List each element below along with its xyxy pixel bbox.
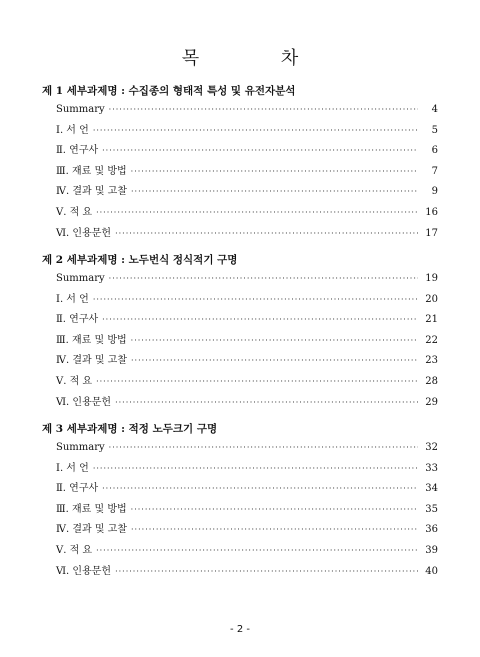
toc-title: 목 차 (181, 48, 337, 69)
dot-leader (93, 121, 418, 142)
entry-list (42, 438, 438, 582)
toc-entry-label: Ⅳ. 결과 및 고찰 (56, 355, 128, 367)
toc-entry-page-number: 20 (425, 293, 438, 305)
dot-leader (109, 438, 418, 459)
toc-entry[interactable] (42, 203, 438, 224)
toc-entry-label: Ⅲ. 재료 및 방법 (56, 503, 127, 515)
dot-leader (102, 479, 418, 500)
toc-entry-page-number: 32 (425, 442, 438, 453)
toc-entry-label: Ⅲ. 재료 및 방법 (56, 334, 127, 346)
dot-leader (115, 562, 418, 583)
toc-section-1 (42, 82, 438, 244)
dot-leader (131, 331, 418, 352)
toc-entry[interactable] (42, 541, 438, 562)
dot-leader (115, 393, 418, 414)
toc-entry[interactable] (42, 331, 438, 352)
toc-entry[interactable] (42, 351, 438, 372)
toc-entry[interactable] (42, 100, 438, 121)
toc-entry-label: Ⅰ. 서 언 (56, 462, 89, 474)
dot-leader (96, 541, 418, 562)
toc-entry-page-number: 36 (425, 524, 438, 536)
toc-entry[interactable] (42, 520, 438, 541)
dot-leader (131, 182, 418, 203)
toc-entry-page-number: 23 (425, 355, 438, 367)
toc-entry-page-number: 35 (425, 503, 438, 515)
toc-section-3 (42, 420, 438, 582)
toc-entry-page-number: 7 (431, 165, 438, 177)
toc-entry-page-number: 16 (425, 206, 438, 218)
dot-leader (96, 372, 418, 393)
dot-leader (115, 224, 418, 245)
toc-entry[interactable] (42, 479, 438, 500)
toc-entry[interactable] (42, 121, 438, 142)
entry-list (42, 100, 438, 244)
toc-entry-label: Summary (56, 104, 105, 115)
dot-leader (93, 290, 418, 311)
toc-entry-page-number: 39 (425, 544, 438, 556)
toc-entry-label: Ⅵ. 인용문헌 (56, 565, 112, 577)
toc-entry-page-number: 5 (431, 124, 438, 136)
dot-leader (102, 310, 418, 331)
toc-entry-page-number: 34 (425, 483, 438, 495)
toc-entry-label: Ⅴ. 적 요 (56, 206, 93, 218)
dot-leader (102, 141, 418, 162)
dot-leader (109, 269, 418, 290)
section-heading: 제 2 세부과제명 : 노두번식 정식적기 구명 (42, 254, 238, 266)
toc-entry[interactable] (42, 562, 438, 583)
section-heading: 제 1 세부과제명 : 수집종의 형태적 특성 및 유전자분석 (42, 85, 296, 97)
dot-leader (131, 351, 418, 372)
toc-entry-page-number: 9 (431, 186, 438, 198)
toc-section-2 (42, 251, 438, 413)
toc-entry-page-number: 28 (425, 375, 438, 387)
dot-leader (96, 203, 418, 224)
toc-entry[interactable] (42, 224, 438, 245)
entry-list (42, 269, 438, 413)
toc-entry[interactable] (42, 162, 438, 183)
dot-leader (131, 520, 418, 541)
toc-entry[interactable] (42, 500, 438, 521)
dot-leader (131, 162, 418, 183)
dot-leader (93, 459, 418, 480)
toc-entry-label: Ⅱ. 연구사 (56, 145, 99, 157)
toc-entry[interactable] (42, 438, 438, 459)
toc-entry-label: Ⅳ. 결과 및 고찰 (56, 524, 128, 536)
toc-entry-label: Summary (56, 273, 105, 284)
toc-entry[interactable] (42, 182, 438, 203)
toc-entry[interactable] (42, 269, 438, 290)
toc-entry-label: Ⅴ. 적 요 (56, 375, 93, 387)
toc-entry-label: Ⅱ. 연구사 (56, 314, 99, 326)
toc-entry-label: Ⅵ. 인용문헌 (56, 396, 112, 408)
dot-leader (109, 100, 418, 121)
dot-leader (131, 500, 418, 521)
toc-entry-label: Ⅵ. 인용문헌 (56, 227, 112, 239)
toc-entry-page-number: 17 (425, 227, 438, 239)
toc-entry-page-number: 6 (431, 145, 438, 157)
toc-entry-page-number: 29 (425, 396, 438, 408)
page-number-footer: - 2 - (230, 624, 250, 635)
toc-entry-label: Ⅲ. 재료 및 방법 (56, 165, 127, 177)
toc-entry-label: Ⅴ. 적 요 (56, 544, 93, 556)
toc-entry-label: Ⅱ. 연구사 (56, 483, 99, 495)
toc-entry[interactable] (42, 310, 438, 331)
toc-entry-label: Ⅳ. 결과 및 고찰 (56, 186, 128, 198)
toc-entry-page-number: 21 (425, 314, 438, 326)
toc-entry-label: Ⅰ. 서 언 (56, 293, 89, 305)
toc-entry[interactable] (42, 290, 438, 311)
toc-entry-page-number: 40 (425, 565, 438, 577)
toc-entry[interactable] (42, 372, 438, 393)
toc-entry-page-number: 19 (425, 273, 438, 284)
toc-entry-page-number: 22 (425, 334, 438, 346)
toc-entry[interactable] (42, 459, 438, 480)
toc-entry[interactable] (42, 393, 438, 414)
toc-entry-label: Ⅰ. 서 언 (56, 124, 89, 136)
toc-entry-page-number: 4 (431, 104, 438, 115)
toc-entry-page-number: 33 (425, 462, 438, 474)
toc-entry-label: Summary (56, 442, 105, 453)
section-heading: 제 3 세부과제명 : 적정 노두크기 구명 (42, 423, 218, 435)
toc-entry[interactable] (42, 141, 438, 162)
